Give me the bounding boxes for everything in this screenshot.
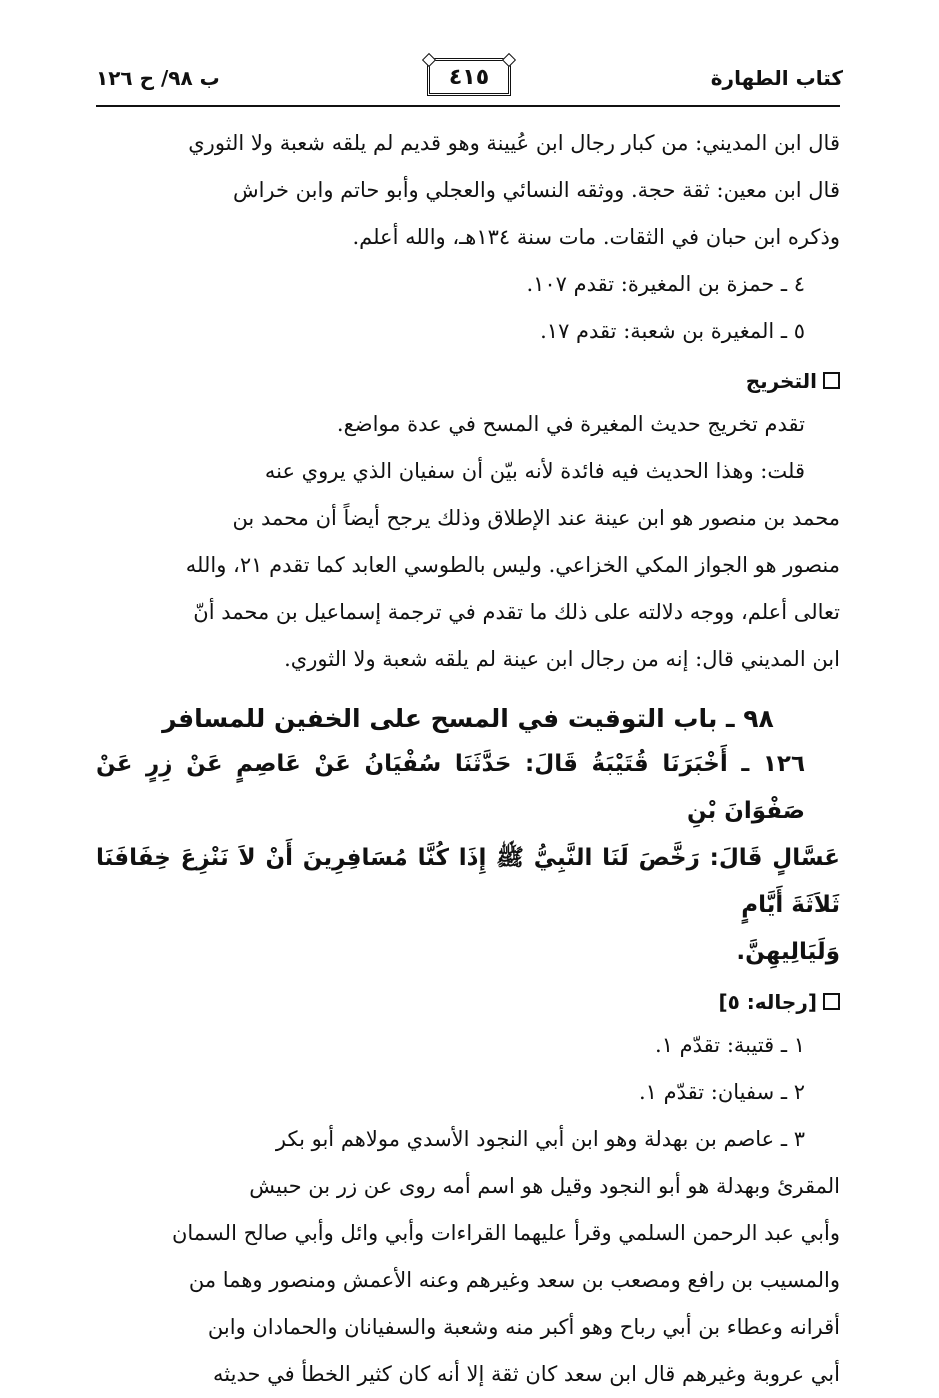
book-title: كتاب الطهارة <box>710 66 843 90</box>
rijal-line: ٣ ـ عاصم بن بهدلة وهو ابن أبي النجود الأسدي مولاهم أبو بكر <box>275 1127 805 1151</box>
takhrij-line: ابن المديني قال: إنه من رجال ابن عينة لم يلقه شعبة ولا الثوري. <box>284 647 840 671</box>
rijal-line: المقرئ وبهدلة هو أبو النجود وقيل هو اسم أمه روى عن زر بن حبيش <box>249 1174 840 1198</box>
page-number-frame <box>427 58 511 96</box>
square-bullet-icon <box>823 993 840 1010</box>
narrator-item: ٥ ـ المغيرة بن شعبة: تقدم ١٧. <box>540 319 805 343</box>
rijal-heading: [رجاله: ٥] <box>96 982 840 1022</box>
rijal-line: والمسيب بن رافع ومصعب بن سعد وغيرهم وعنه الأعمش ومنصور وهما من <box>188 1268 840 1292</box>
intro-line: قال ابن معين: ثقة حجة. ووثقه النسائي والعجلي وأبو حاتم وابن خراش <box>232 178 840 202</box>
intro-line: وذكره ابن حبان في الثقات. مات سنة ١٣٤هـ، والله أعلم. <box>352 225 840 249</box>
takhrij-heading: التخريج <box>96 361 840 401</box>
takhrij-line: قلت: وهذا الحديث فيه فائدة لأنه بيّن أن سفيان الذي يروي عنه <box>264 459 805 483</box>
page-number: ٤١٥ <box>448 64 490 90</box>
hadith-line: وَلَيَالِيهِنَّ. <box>736 939 840 965</box>
takhrij-line: منصور هو الجواز المكي الخزاعي. وليس بالطوسي العابد كما تقدم ٢١، والله <box>185 553 840 577</box>
chapter-title: ٩٨ ـ باب التوقيت في المسح على الخفين للمسافر <box>162 704 774 733</box>
chapter-hadith-ref: ب ٩٨/ ح ١٢٦ <box>96 66 220 90</box>
intro-line: قال ابن المديني: من كبار رجال ابن عُيينة وهو قديم لم يلقه شعبة ولا الثوري <box>188 131 840 155</box>
rijal-line: أقرانه وعطاء بن أبي رباح وهو أكبر منه وشعبة والسفيانان والحمادان وابن <box>207 1315 840 1339</box>
square-bullet-icon <box>823 372 840 389</box>
rijal-line: وأبي عبد الرحمن السلمي وقرأ عليهما القراءات وأبي وائل وأبي صالح السمان <box>171 1221 840 1245</box>
narrator-item: ٤ ـ حمزة بن المغيرة: تقدم ١٠٧. <box>526 272 805 296</box>
takhrij-line: محمد بن منصور هو ابن عينة عند الإطلاق وذلك يرجح أيضاً أن محمد بن <box>232 506 840 530</box>
takhrij-first-line: تقدم تخريج حديث المغيرة في المسح في عدة مواضع. <box>336 412 805 436</box>
header-rule <box>96 105 840 107</box>
page-body <box>96 120 840 1398</box>
narrator-item: ٢ ـ سفيان: تقدّم ١. <box>638 1080 805 1104</box>
takhrij-line: تعالى أعلم، ووجه دلالته على ذلك ما تقدم في ترجمة إسماعيل بن محمد أنّ <box>193 600 840 624</box>
rijal-line: أبي عروبة وغيرهم قال ابن سعد كان ثقة إلا أنه كان كثير الخطأ في حديثه <box>213 1362 840 1386</box>
hadith-line: ١٢٦ ـ أَخْبَرَنَا قُتَيْبَةُ قَالَ: حَدَّثَنَا سُفْيَانُ عَنْ عَاصِمٍ عَنْ زِرٍ عَنْ صَفْوَانَ بْنِ <box>96 751 805 824</box>
narrator-item: ١ ـ قتيبة: تقدّم ١. <box>655 1033 805 1057</box>
hadith-line: عَسَّالٍ قَالَ: رَخَّصَ لَنَا النَّبِيُّ ﷺ إِذَا كُنَّا مُسَافِرِينَ أَنْ لاَ نَنْزِعَ خِفَافَنَا ثَلاَثَةَ أَيَّامٍ <box>96 845 840 918</box>
